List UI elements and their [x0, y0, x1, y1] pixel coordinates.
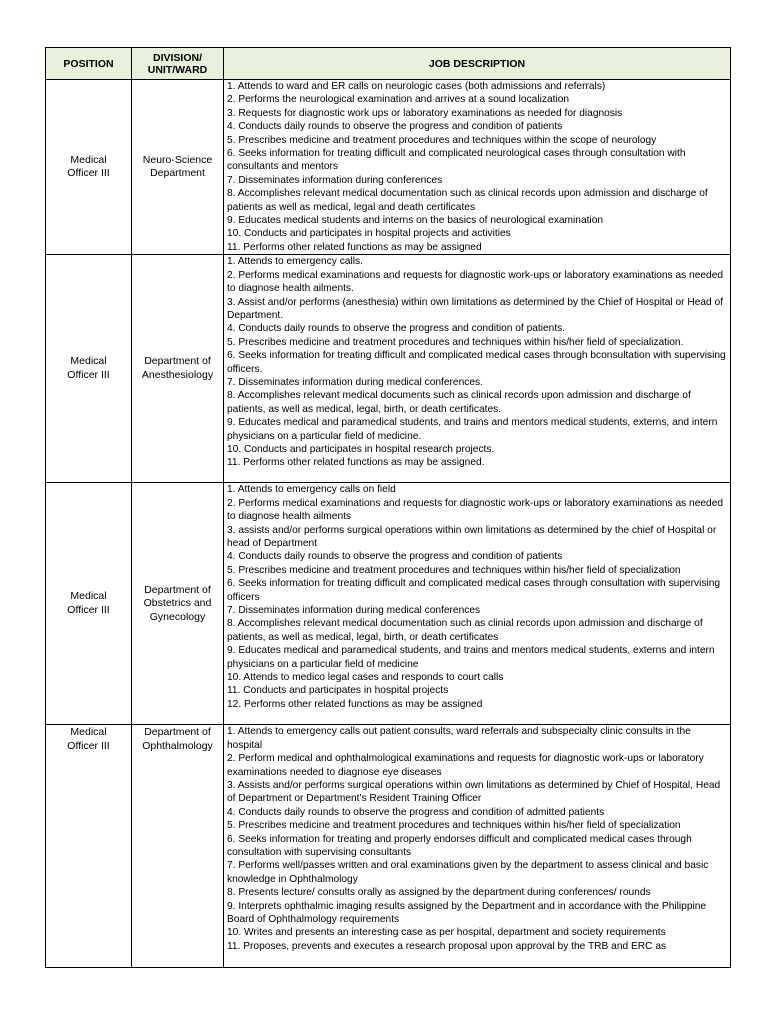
duty-item: 2. Performs the neurological examination and arrives at a sound localization — [227, 94, 570, 106]
duty-item: 4. Conducts daily rounds to observe the progress and condition of patients. — [227, 323, 566, 335]
duty-item: 3. Assists and/or performs surgical operations within own limitations as determined by Chief of Hospital, Head of Department or Department's Resident Training Officer — [227, 779, 721, 805]
duty-item: 4. Conducts daily rounds to observe the progress and condition of patients — [227, 121, 563, 133]
duty-item: 2. Perform medical and ophthalmological examinations and requests for diagnostic work-ups or laboratory examinations needed to diagnose eye diseases — [227, 753, 704, 778]
duty-item: 7. Disseminates information during medical conferences — [227, 604, 481, 616]
duty-item: 11. Performs other related functions as may be assigned — [227, 241, 482, 253]
duty-item: 8. Accomplishes relevant medical documents such as clinical records upon admission and discharge of patients, as well as medical, legal, birth, or death certificates. — [227, 390, 691, 415]
duty-item: 9. Educates medical and paramedical students, and trains and mentors medical students, externs, and intern physicians on a particular field of medicine. — [227, 417, 718, 442]
description-cell — [224, 725, 731, 968]
table-row — [46, 725, 731, 968]
duty-item: 10. Attends to medico legal cases and responds to court calls — [227, 671, 504, 683]
position-text: Medical Officer III — [67, 726, 110, 752]
duty-item: 1. Attends to emergency calls out patient consults, ward referrals and subspecialty clinic consults in the hospital — [227, 726, 691, 751]
duty-item: 10. Conducts and participates in hospital research projects. — [227, 443, 495, 455]
job-description-table — [45, 47, 731, 968]
duty-item: 5. Prescribes medicine and treatment procedures and techniques within the scope of neurology — [227, 134, 657, 146]
division-text: Department of Obstetrics and Gynecology — [143, 583, 212, 623]
duty-item: 8. Accomplishes relevant medical documentation such as clinical records upon admission and discharge of patients as well as medical, legal and death certificates — [227, 188, 708, 213]
duty-item: 11. Proposes, prevents and executes a research proposal upon approval by the TRB and ERC as — [227, 940, 667, 952]
duty-item: 1. Attends to ward and ER calls on neurologic cases (both admissions and referrals) — [227, 81, 606, 92]
duty-item: 5. Prescribes medicine and treatment procedures and techniques within his/her field of specialization — [227, 564, 681, 576]
duty-item: 2. Performs medical examinations and requests for diagnostic work-ups or laboratory examinations as needed to diagnose health ailments — [227, 497, 724, 523]
duty-item: 1. Attends to emergency calls on field — [227, 484, 396, 496]
duty-item: 9. Educates medical students and interns on the basics of neurological examination — [227, 215, 604, 227]
duty-item: 4. Conducts daily rounds to observe the progress and condition of patients — [227, 551, 563, 563]
duty-item: 9. Educates medical and paramedical students, and trains and mentors medical students, externs and intern physicians on a particular field of medicine — [227, 645, 715, 670]
duty-item: 3. Requests for diagnostic work ups or laboratory examinations as needed for diagnosis — [227, 107, 623, 119]
position-text: Medical Officer III — [67, 153, 110, 180]
duty-item: 4. Conducts daily rounds to observe the progress and condition of admitted patients — [227, 806, 605, 818]
division-cell — [132, 255, 224, 483]
position-text: Medical Officer III — [67, 590, 110, 616]
duty-item: 6. Seeks information for treating and properly endorses difficult and complicated medical cases through consultation with supervising consultants — [227, 833, 692, 858]
description-cell — [224, 80, 731, 255]
duty-item: 8. Accomplishes relevant medical documentation such as clinial records upon admission and discharge of patients, as well as medical, legal, birth, or death certificates — [227, 618, 703, 643]
duty-item: 2. Performs medical examinations and requests for diagnostic work-ups or laboratory examinations as needed to diagnose health ailments. — [227, 269, 724, 295]
duty-item: 7. Disseminates information during medical conferences. — [227, 376, 483, 388]
position-text: Medical Officer III — [67, 355, 110, 381]
division-cell — [132, 725, 224, 968]
division-text: Department of Anesthesiology — [141, 355, 214, 381]
header-row — [46, 48, 731, 80]
duty-item: 11. Performs other related functions as may be assigned. — [227, 457, 485, 469]
duty-item: 5. Prescribes medicine and treatment procedures and techniques within his/her field of specialization — [227, 820, 681, 832]
duty-item: 3. Assist and/or performs (anesthesia) within own limitations as determined by the Chief of Hospital or Head of Department. — [227, 296, 724, 321]
description-cell — [224, 255, 731, 483]
division-text: Neuro-Science Department — [142, 153, 213, 180]
table-row — [46, 80, 731, 255]
duty-item: 10. Conducts and participates in hospital projects and activities — [227, 228, 511, 240]
table-row — [46, 483, 731, 725]
header-division: DIVISION/ UNIT/WARD — [132, 48, 224, 80]
duty-item: 9. Interprets ophthalmic imaging results assigned by the Department and in accordance with the Philippine Board of Ophthalmology requirements — [227, 900, 707, 925]
duty-item: 7. Disseminates information during conferences — [227, 174, 443, 186]
division-cell — [132, 80, 224, 255]
division-text: Department of Ophthalmology — [142, 726, 213, 752]
duty-item: 8. Presents lecture/ consults orally as assigned by the department during conferences/ rounds — [227, 887, 651, 899]
duty-item: 11. Conducts and participates in hospital projects — [227, 685, 449, 697]
duty-item: 6. Seeks information for treating difficult and complicated medical cases through bconsultation with supervising officers. — [227, 350, 726, 375]
description-list — [227, 725, 728, 967]
table-row — [46, 255, 731, 483]
duty-item: 7. Performs well/passes written and oral examinations given by the department to assess clinical and basic knowledge in Ophthalmology — [227, 860, 709, 885]
duty-item: 6. Seeks information for treating difficult and complicated neurological cases through consultation with consultants and mentors — [227, 148, 686, 173]
duty-item: 1. Attends to emergency calls. — [227, 256, 363, 268]
position-cell — [46, 80, 132, 255]
duty-item: 3. assists and/or performs surgical operations within own limitations as determined by the chief of Hospital or head of Department — [227, 524, 717, 549]
duty-item: 10. Writes and presents an interesting case as per hospital, department and society requirements — [227, 927, 666, 939]
position-cell — [46, 725, 132, 968]
header-job-description: JOB DESCRIPTION — [224, 48, 731, 80]
division-cell — [132, 483, 224, 725]
duty-item: 12. Performs other related functions as may be assigned — [227, 698, 483, 710]
description-cell — [224, 483, 731, 725]
position-cell — [46, 255, 132, 483]
position-cell — [46, 483, 132, 725]
duty-item: 5. Prescribes medicine and treatment procedures and techniques within his/her field of specialization. — [227, 336, 684, 348]
header-position: POSITION — [46, 48, 132, 80]
duty-item: 6. Seeks information for treating difficult and complicated medical cases through consultation with supervising officers — [227, 578, 721, 603]
